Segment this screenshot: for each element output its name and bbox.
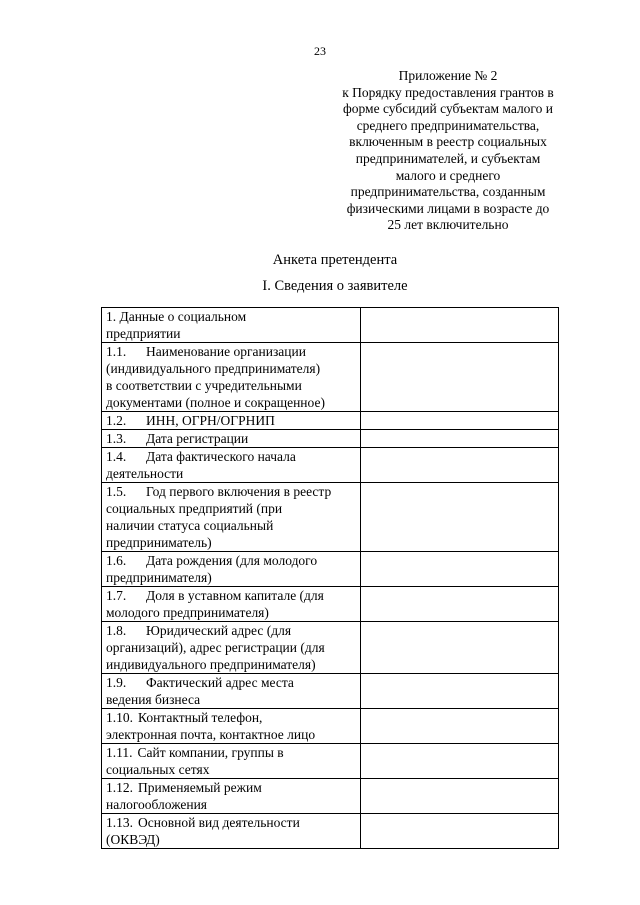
row-number: 1.7.: [106, 588, 127, 603]
row-label-line: Дата фактического начала: [146, 449, 296, 464]
row-value-cell[interactable]: [361, 744, 559, 779]
row-label: [102, 448, 361, 483]
row-number: 1.1.: [106, 344, 127, 359]
table-row: [102, 483, 559, 552]
row-number: 1.10.: [106, 710, 133, 725]
row-label-line: Юридический адрес (для: [146, 623, 292, 638]
row-label-line: документами (полное и сокращенное): [106, 395, 325, 410]
appendix-line: предпринимательства, созданным: [350, 184, 546, 200]
section-title: I. Сведения о заявителе: [262, 278, 408, 294]
row-label-line: Основной вид деятельности: [138, 815, 300, 830]
row-label-line: Год первого включения в реестр: [146, 484, 332, 499]
appendix-line: среднего предпринимательства,: [356, 117, 540, 133]
row-value-cell[interactable]: [361, 552, 559, 587]
row-label-line: (индивидуального предпринимателя): [106, 361, 321, 376]
row-label: [102, 622, 361, 674]
table-row: [102, 448, 559, 483]
appendix-line: предпринимателей, и субъектам: [355, 150, 541, 166]
row-label-line: организаций), адрес регистрации (для: [106, 640, 325, 655]
row-number: 1.9.: [106, 675, 127, 690]
table-row: [102, 779, 559, 814]
row-number: 1.12.: [106, 780, 133, 795]
row-label-line: 1. Данные о социальном: [106, 309, 247, 324]
row-value-cell[interactable]: [361, 412, 559, 430]
row-label: [102, 412, 361, 430]
row-label: [102, 430, 361, 448]
row-value-cell[interactable]: [361, 430, 559, 448]
row-number: 1.8.: [106, 623, 127, 638]
appendix-line: к Порядку предоставления грантов в: [342, 84, 554, 100]
applicant-info-table: [101, 307, 559, 849]
row-number: 1.3.: [106, 431, 127, 446]
row-value-cell[interactable]: [361, 343, 559, 412]
row-label-line: Применяемый режим: [138, 780, 262, 795]
row-label: [102, 814, 361, 849]
appendix-header: [318, 68, 578, 234]
row-label-line: налогообложения: [106, 797, 208, 812]
row-label-line: предприниматель): [106, 535, 212, 550]
row-label: [102, 308, 361, 343]
row-label-line: наличии статуса социальный: [106, 518, 274, 533]
appendix-line: 25 лет включительно: [387, 217, 509, 233]
row-label-line: Дата регистрации: [146, 431, 249, 446]
row-label-line: Сайт компании, группы в: [137, 745, 284, 760]
row-label-line: (ОКВЭД): [106, 832, 160, 847]
row-number: 1.11.: [106, 745, 133, 760]
table-row: [102, 674, 559, 709]
row-number: 1.4.: [106, 449, 127, 464]
appendix-line: Приложение № 2: [398, 68, 498, 83]
row-label-line: предпринимателя): [106, 570, 212, 585]
row-value-cell[interactable]: [361, 674, 559, 709]
row-label-line: предприятии: [106, 326, 181, 341]
table-row: [102, 430, 559, 448]
table-row: [102, 814, 559, 849]
row-label-line: электронная почта, контактное лицо: [106, 727, 316, 742]
row-label-line: Контактный телефон,: [138, 710, 263, 725]
row-label: [102, 483, 361, 552]
row-value-cell[interactable]: [361, 622, 559, 674]
page-number: 23: [314, 44, 326, 58]
table-row: [102, 308, 559, 343]
row-value-cell[interactable]: [361, 483, 559, 552]
form-title: Анкета претендента: [272, 252, 398, 268]
table-row: [102, 709, 559, 744]
row-label-line: ведения бизнеса: [106, 692, 201, 707]
row-value-cell[interactable]: [361, 779, 559, 814]
row-label-line: социальных сетях: [106, 762, 210, 777]
row-label-line: Доля в уставном капитале (для: [146, 588, 324, 603]
row-label: [102, 552, 361, 587]
appendix-line: включенным в реестр социальных: [349, 134, 547, 150]
row-number: 1.5.: [106, 484, 127, 499]
row-label-line: деятельности: [106, 466, 184, 481]
row-number: 1.2.: [106, 413, 127, 428]
table-row: [102, 343, 559, 412]
row-label-line: ИНН, ОГРН/ОГРНИП: [146, 413, 275, 428]
row-label: [102, 674, 361, 709]
table-row: [102, 587, 559, 622]
appendix-line: физическими лицами в возрасте до: [346, 200, 550, 216]
table-row: [102, 552, 559, 587]
row-number: 1.6.: [106, 553, 127, 568]
row-label-line: в соответствии с учредительными: [106, 378, 302, 393]
row-label-line: Наименование организации: [146, 344, 306, 359]
row-label: [102, 343, 361, 412]
table-row: [102, 412, 559, 430]
table-row: [102, 622, 559, 674]
row-label: [102, 587, 361, 622]
row-label-line: Фактический адрес места: [146, 675, 294, 690]
row-value-cell[interactable]: [361, 308, 559, 343]
row-label-line: Дата рождения (для молодого: [146, 553, 318, 568]
row-value-cell[interactable]: [361, 709, 559, 744]
row-value-cell[interactable]: [361, 814, 559, 849]
row-label-line: индивидуального предпринимателя): [106, 657, 316, 672]
row-number: 1.13.: [106, 815, 133, 830]
row-label: [102, 744, 361, 779]
row-label-line: социальных предприятий (при: [106, 501, 283, 516]
appendix-line: форме субсидий субъектам малого и: [343, 101, 553, 117]
row-label: [102, 709, 361, 744]
row-label: [102, 779, 361, 814]
row-label-line: молодого предпринимателя): [106, 605, 269, 620]
appendix-line: малого и среднего: [395, 167, 501, 183]
table-row: [102, 744, 559, 779]
row-value-cell[interactable]: [361, 448, 559, 483]
row-value-cell[interactable]: [361, 587, 559, 622]
